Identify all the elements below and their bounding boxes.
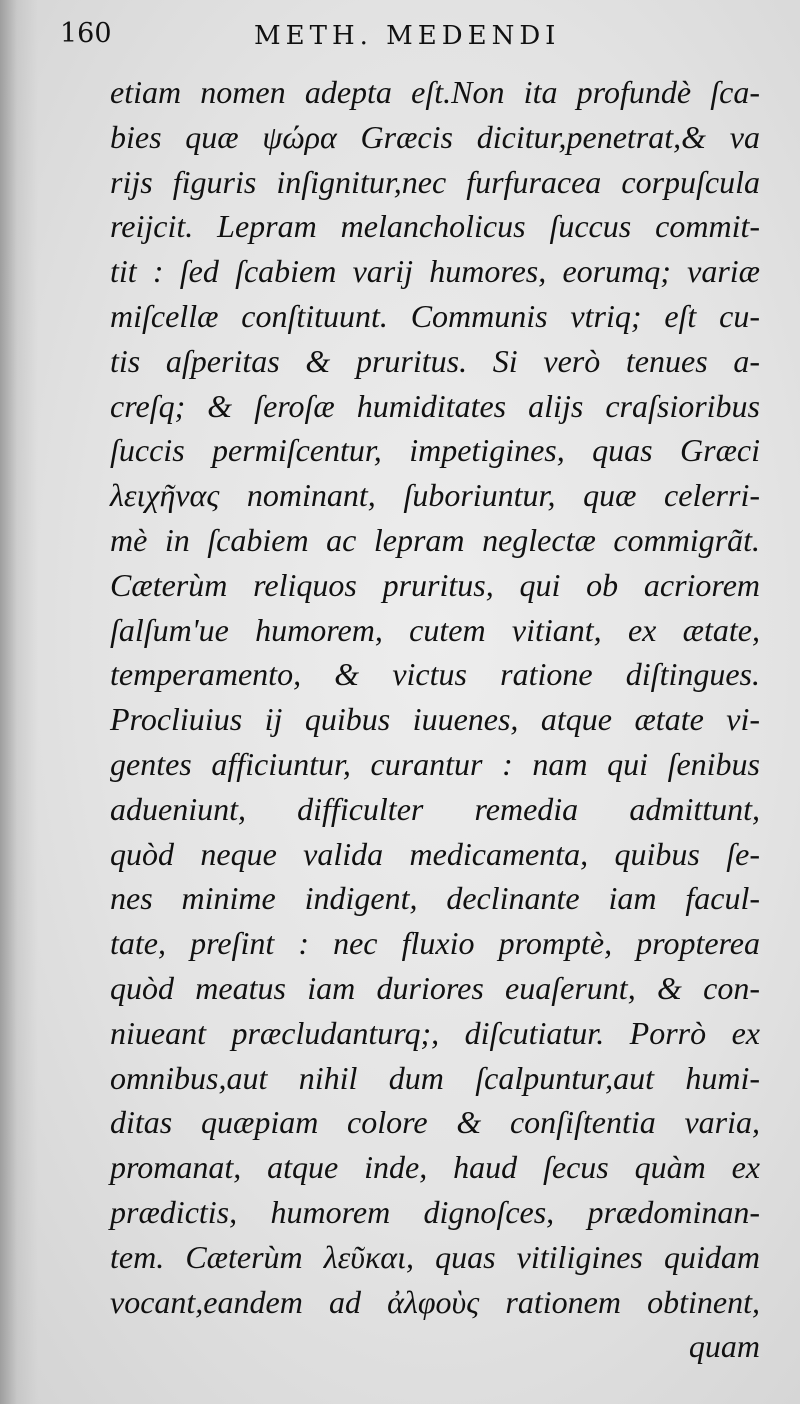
text-line: ſalſum'ue humorem, cutem vitiant, ex ætate, — [110, 611, 760, 648]
page-header — [60, 16, 760, 56]
binding-shadow — [0, 0, 38, 1404]
text-line: temperamento, & victus ratione diſtingues. — [110, 656, 760, 693]
text-line: tem. Cæterùm λεῦκαι, quas vitiligines quidam — [110, 1238, 760, 1275]
text-line: reijcit. Lepram melancholicus ſuccus commit- — [110, 208, 760, 245]
text-line: omnibus,aut nihil dum ſcalpuntur,aut humi- — [110, 1059, 760, 1096]
text-line: ditas quæpiam colore & conſiſtentia varia, — [110, 1104, 760, 1141]
text-line: tis aſperitas & pruritus. Si verò tenues a- — [110, 342, 760, 379]
catchword: quam — [688, 1328, 760, 1365]
text-line: bies quæ ψώρα Græcis dicitur,penetrat,& va — [110, 118, 760, 155]
text-line: niueant præcludanturq;, diſcutiatur. Porrò ex — [110, 1014, 760, 1051]
text-line: gentes afficiuntur, curantur : nam qui ſenibus — [110, 745, 760, 782]
text-line: Cæterùm reliquos pruritus, qui ob acriorem — [110, 566, 760, 603]
text-line: etiam nomen adepta eſt.Non ita profundè ſca- — [110, 74, 760, 110]
text-line: miſcellæ conſtituunt. Communis vtriq; eſt cu- — [110, 297, 760, 334]
text-line: tit : ſed ſcabiem varij humores, eorumq; variæ — [110, 253, 760, 290]
text-line: promanat, atque inde, haud ſecus quàm ex — [110, 1149, 760, 1186]
text-line: rijs figuris inſignitur,nec furfuracea corpuſcula — [110, 163, 760, 200]
text-line: quòd meatus iam duriores euaſerunt, & con- — [110, 969, 760, 1006]
text-line: nes minime indigent, declinante iam facul- — [110, 880, 760, 917]
text-line: prædictis, humorem dignoſces, prædominan- — [110, 1193, 760, 1230]
running-head: METH. MEDENDI — [254, 21, 561, 51]
text-line: mè in ſcabiem ac lepram neglectæ commigrãt. — [110, 521, 760, 558]
text-line: ſuccis permiſcentur, impetigines, quas Græci — [110, 432, 760, 469]
text-line: λειχῆνας nominant, ſuboriuntur, quæ celerri- — [110, 477, 760, 514]
body-text — [110, 70, 760, 1369]
text-line: vocant,eandem ad ἀλφοὺς rationem obtinent, — [110, 1283, 760, 1320]
text-line: adueniunt, difficulter remedia admittunt, — [110, 790, 760, 827]
page-number: 160 — [60, 18, 112, 49]
text-line: Procliuius ij quibus iuuenes, atque ætate vi- — [110, 701, 760, 738]
text-line: creſq; & ſeroſæ humiditates alijs craſsioribus — [110, 387, 760, 424]
text-line: tate, preſint : nec fluxio promptè, propterea — [110, 925, 760, 962]
text-line: quòd neque valida medicamenta, quibus ſe- — [110, 835, 760, 872]
